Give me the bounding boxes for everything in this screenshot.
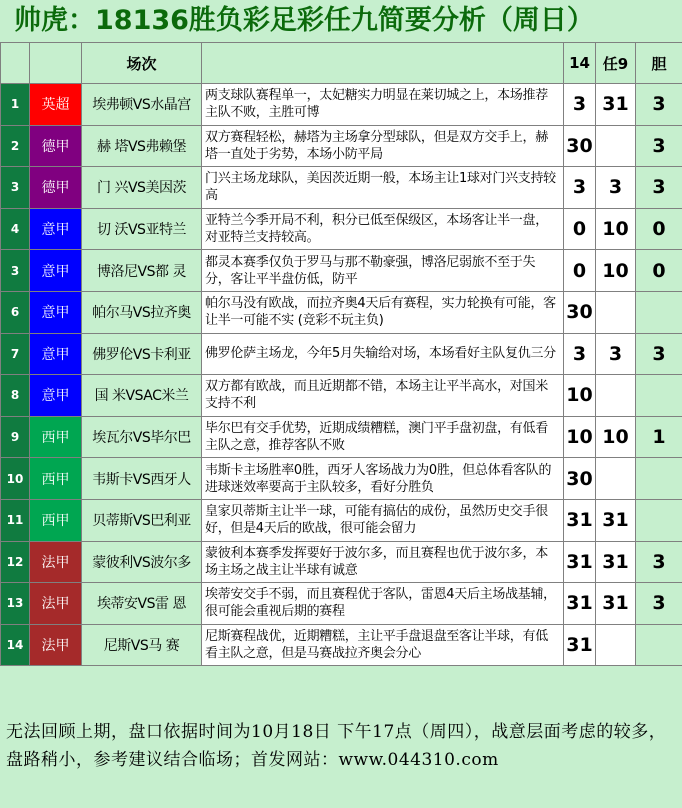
analysis-table xyxy=(0,42,682,666)
row-number: 12 xyxy=(1,541,30,583)
pick-14: 10 xyxy=(564,416,596,458)
pick-r9: 31 xyxy=(596,541,636,583)
match-name: 埃瓦尔VS毕尔巴 xyxy=(82,416,202,458)
table-row xyxy=(1,125,682,167)
league-badge: 德甲 xyxy=(30,125,82,167)
row-number: 2 xyxy=(1,125,30,167)
table-row xyxy=(1,541,682,583)
row-number: 10 xyxy=(1,458,30,500)
header-num xyxy=(1,43,30,84)
pick-14: 31 xyxy=(564,541,596,583)
league-badge: 法甲 xyxy=(30,624,82,666)
header-14: 14 xyxy=(564,43,596,84)
pick-14: 31 xyxy=(564,583,596,625)
league-badge: 意甲 xyxy=(30,208,82,250)
pick-dan xyxy=(636,624,682,666)
pick-r9 xyxy=(596,624,636,666)
pick-dan: 3 xyxy=(636,333,682,375)
table-row xyxy=(1,333,682,375)
analysis-note: 皇家贝蒂斯主让半一球，可能有搞估的成份，虽然历史交手很好，但是4天后的欧战，很可能会留力 xyxy=(202,499,564,541)
pick-14: 30 xyxy=(564,125,596,167)
league-badge: 意甲 xyxy=(30,291,82,333)
table-row xyxy=(1,250,682,292)
header-league xyxy=(30,43,82,84)
pick-r9: 31 xyxy=(596,583,636,625)
league-badge: 意甲 xyxy=(30,250,82,292)
match-name: 佛罗伦VS卡利亚 xyxy=(82,333,202,375)
pick-r9: 10 xyxy=(596,416,636,458)
pick-dan xyxy=(636,375,682,417)
pick-14: 31 xyxy=(564,499,596,541)
match-name: 贝蒂斯VS巴利亚 xyxy=(82,499,202,541)
match-name: 门 兴VS美因茨 xyxy=(82,167,202,209)
row-number: 7 xyxy=(1,333,30,375)
pick-dan xyxy=(636,499,682,541)
header-r9: 任9 xyxy=(596,43,636,84)
analysis-note: 都灵本赛季仅负于罗马与那不勒豪强，博洛尼弱旅不至于失分，客让平半盘仿低，防平 xyxy=(202,250,564,292)
analysis-note: 双方都有欧战，而且近期都不错，本场主让平半高水，对国米支持不利 xyxy=(202,375,564,417)
pick-r9 xyxy=(596,375,636,417)
pick-dan: 3 xyxy=(636,84,682,126)
league-badge: 法甲 xyxy=(30,583,82,625)
table-row xyxy=(1,208,682,250)
row-number: 3 xyxy=(1,250,30,292)
analysis-note: 两支球队赛程单一，太妃糖实力明显在莱切城之上，本场推荐主队不败，主胜可博 xyxy=(202,84,564,126)
analysis-note: 韦斯卡主场胜率0胜，西牙人客场战力为0胜，但总体看客队的进球迷效率要高于主队较多，看好分胜负 xyxy=(202,458,564,500)
league-badge: 德甲 xyxy=(30,167,82,209)
league-badge: 法甲 xyxy=(30,541,82,583)
pick-dan: 3 xyxy=(636,583,682,625)
table-header-row xyxy=(1,43,682,84)
pick-r9 xyxy=(596,458,636,500)
pick-dan: 3 xyxy=(636,167,682,209)
league-badge: 英超 xyxy=(30,84,82,126)
analysis-note: 佛罗伦萨主场龙，今年5月失输给对场，本场看好主队复仇三分 xyxy=(202,333,564,375)
header-dan: 胆 xyxy=(636,43,682,84)
table-row xyxy=(1,375,682,417)
table-row xyxy=(1,84,682,126)
pick-r9 xyxy=(596,125,636,167)
pick-14: 31 xyxy=(564,624,596,666)
analysis-note: 尼斯赛程战优，近期糟糕，主让平手盘退盘至客让半球，有低看主队之意，但是马赛战拉齐奥会分心 xyxy=(202,624,564,666)
match-name: 切 沃VS亚特兰 xyxy=(82,208,202,250)
row-number: 13 xyxy=(1,583,30,625)
row-number: 8 xyxy=(1,375,30,417)
pick-14: 0 xyxy=(564,250,596,292)
league-badge: 西甲 xyxy=(30,499,82,541)
row-number: 9 xyxy=(1,416,30,458)
row-number: 4 xyxy=(1,208,30,250)
league-badge: 意甲 xyxy=(30,375,82,417)
pick-dan: 1 xyxy=(636,416,682,458)
pick-dan: 0 xyxy=(636,208,682,250)
table-row xyxy=(1,458,682,500)
analysis-note: 门兴主场龙球队，美因茨近期一般，本场主让1球对门兴支持较高 xyxy=(202,167,564,209)
pick-14: 3 xyxy=(564,333,596,375)
table-row xyxy=(1,583,682,625)
pick-r9: 3 xyxy=(596,333,636,375)
page-title: 帅虎：18136胜负彩足彩任九简要分析（周日） xyxy=(0,0,682,42)
match-name: 尼斯VS马 赛 xyxy=(82,624,202,666)
pick-r9 xyxy=(596,291,636,333)
pick-dan: 3 xyxy=(636,541,682,583)
match-name: 博洛尼VS都 灵 xyxy=(82,250,202,292)
match-name: 国 米VSAC米兰 xyxy=(82,375,202,417)
pick-14: 30 xyxy=(564,291,596,333)
header-note xyxy=(202,43,564,84)
pick-r9: 10 xyxy=(596,250,636,292)
analysis-note: 毕尔巴有交手优势，近期成绩糟糕，澳门平手盘初盘，有低看主队之意，推荐客队不败 xyxy=(202,416,564,458)
analysis-note: 埃蒂安交手不弱，而且赛程优于客队，雷恩4天后主场战基辅，很可能会重视后期的赛程 xyxy=(202,583,564,625)
table-body xyxy=(1,84,682,666)
pick-dan xyxy=(636,291,682,333)
match-name: 蒙彼利VS波尔多 xyxy=(82,541,202,583)
pick-r9: 31 xyxy=(596,499,636,541)
table-row xyxy=(1,167,682,209)
league-badge: 西甲 xyxy=(30,458,82,500)
pick-dan: 0 xyxy=(636,250,682,292)
match-name: 赫 塔VS弗赖堡 xyxy=(82,125,202,167)
league-badge: 西甲 xyxy=(30,416,82,458)
analysis-note: 帕尔马没有欧战，而拉齐奥4天后有赛程，实力轮换有可能，客让半一可能不实 (竞彩不玩主负) xyxy=(202,291,564,333)
table-row xyxy=(1,624,682,666)
pick-14: 30 xyxy=(564,458,596,500)
row-number: 1 xyxy=(1,84,30,126)
match-name: 埃弗顿VS水晶宫 xyxy=(82,84,202,126)
pick-dan xyxy=(636,458,682,500)
table-row xyxy=(1,291,682,333)
analysis-note: 蒙彼利本赛季发挥要好于波尔多，而且赛程也优于波尔多，本场主场之战主让半球有诚意 xyxy=(202,541,564,583)
match-name: 帕尔马VS拉齐奥 xyxy=(82,291,202,333)
pick-r9: 3 xyxy=(596,167,636,209)
row-number: 3 xyxy=(1,167,30,209)
table-row xyxy=(1,416,682,458)
table-row xyxy=(1,499,682,541)
analysis-note: 亚特兰今季开局不利，积分已低至保级区，本场客让半一盘，对亚特兰支持较高。 xyxy=(202,208,564,250)
footer-note: 无法回顾上期，盘口依据时间为10月18日 下午17点（周四），战意层面考虑的较多，盘路稍小，参考建议结合临场；首发网站：www.044310.com xyxy=(0,716,682,808)
row-number: 11 xyxy=(1,499,30,541)
pick-14: 10 xyxy=(564,375,596,417)
league-badge: 意甲 xyxy=(30,333,82,375)
match-name: 埃蒂安VS雷 恩 xyxy=(82,583,202,625)
pick-dan: 3 xyxy=(636,125,682,167)
match-name: 韦斯卡VS西牙人 xyxy=(82,458,202,500)
row-number: 6 xyxy=(1,291,30,333)
pick-14: 3 xyxy=(564,84,596,126)
pick-r9: 10 xyxy=(596,208,636,250)
analysis-note: 双方赛程轻松，赫塔为主场拿分型球队，但是双方交手上，赫塔一直处于劣势，本场小防平局 xyxy=(202,125,564,167)
header-match: 场次 xyxy=(82,43,202,84)
pick-14: 0 xyxy=(564,208,596,250)
pick-14: 3 xyxy=(564,167,596,209)
pick-r9: 31 xyxy=(596,84,636,126)
row-number: 14 xyxy=(1,624,30,666)
